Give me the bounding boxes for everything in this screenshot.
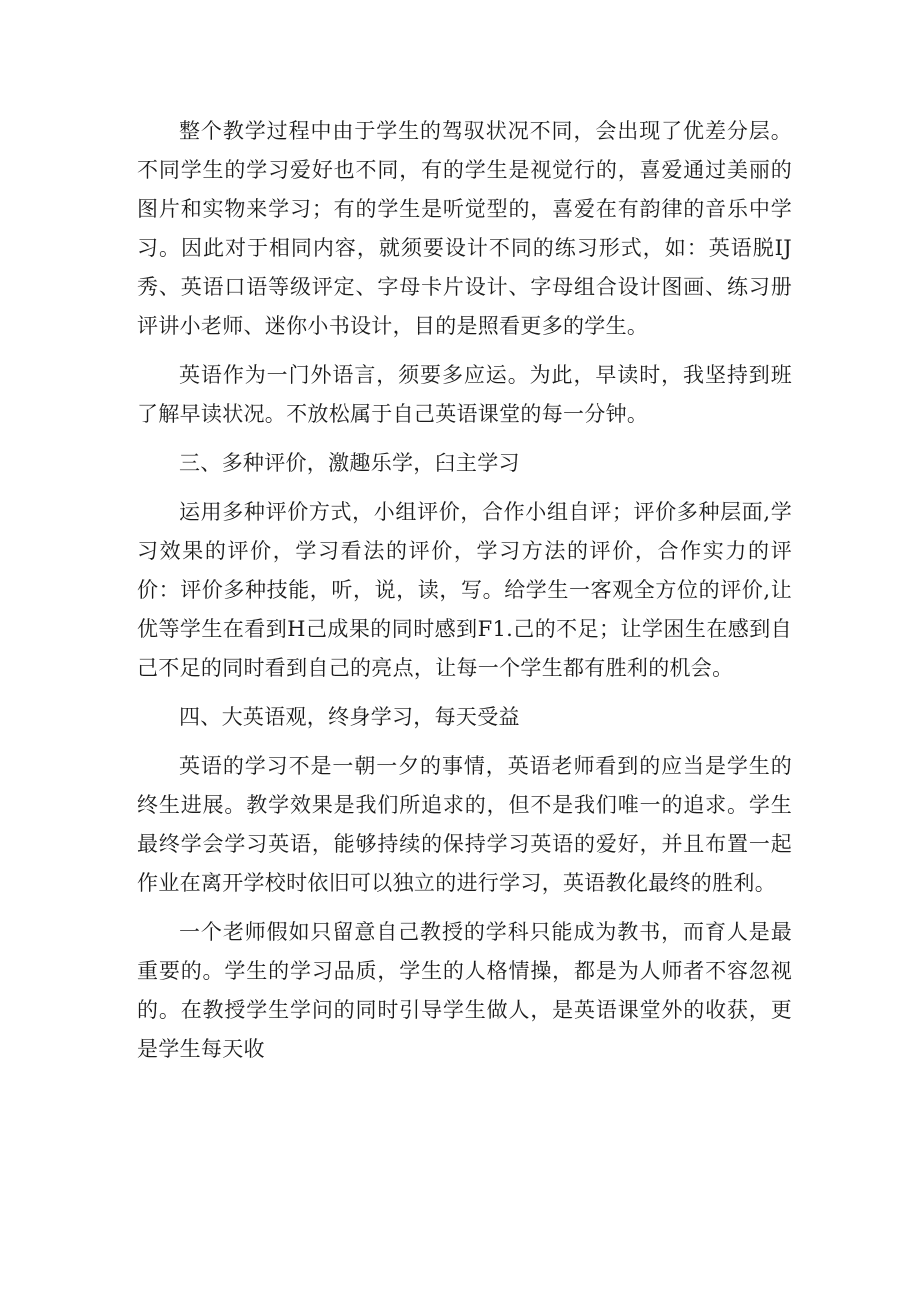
document-body: [137, 112, 792, 1079]
paragraph-morning-reading: 英语作为一门外语言，须要多应运。为此，早读时，我坚持到班了解早读状况。不放松属于自己英语课堂的每一分钟。: [137, 363, 792, 426]
paragraph-evaluation-methods: 运用多种评价方式，小组评价，合作小组自评；评价多种层面,学习效果的评价，学习看法的评价，学习方法的评价，合作实力的评价：评价多种技能，听，说，读，写。给学生一客观全方位的评价,让优等学生在看到H己成果的同时感到F1.己的不足；让学困生在感到自己不足的同时看到自己的亮点，让每一个学生都有胜利的机会。: [137, 500, 792, 680]
paragraph-lifelong-development: 英语的学习不是一朝一夕的事情，英语老师看到的应当是学生的终生进展。教学效果是我们所追求的，但不是我们唯一的追求。学生最终学会学习英语，能够持续的保持学习英语的爱好，并且布置一起作业在离开学校时依旧可以独立的进行学习，英语教化最终的胜利。: [137, 754, 792, 895]
section-heading-lifelong-learning: 四、大英语观，终身学习，每天受益: [179, 705, 520, 729]
section-heading-evaluation: 三、多种评价，激趣乐学，臼主学习: [179, 451, 520, 475]
paragraph-differentiated-practice: 整个教学过程中由于学生的驾驭状况不同，会出现了优差分层。不同学生的学习爱好也不同，有的学生是视觉行的，喜爱通过美丽的图片和实物来学习；有的学生是听觉型的，喜爱在有韵律的音乐中学习。因此对于相同内容，就须要设计不同的练习形式，如：英语脱IJ秀、英语口语等级评定、字母卡片设计、字母组合设计图画、练习册评讲小老师、迷你小书设计，目的是照看更多的学生。: [137, 119, 792, 338]
paragraph-teaching-and-nurturing: 一个老师假如只留意自己教授的学科只能成为教书，而育人是最重要的。学生的学习品质，学生的人格情操，都是为人师者不容忽视的。在教授学生学问的同时引导学生做人，是英语课堂外的收获，更是学生每天收: [137, 920, 792, 1061]
